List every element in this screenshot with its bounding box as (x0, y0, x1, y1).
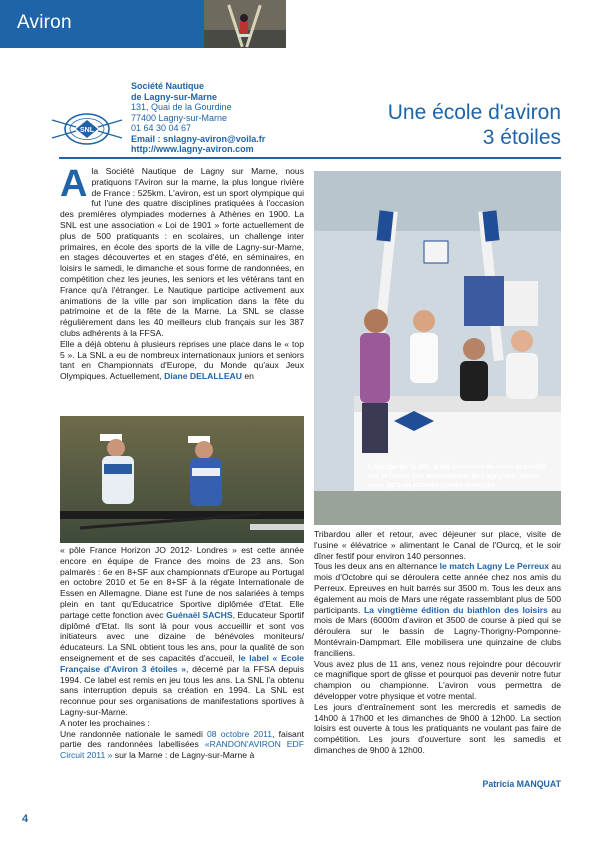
contact-block (131, 81, 265, 155)
coach-name: Guénaël SACHS (166, 609, 233, 620)
paragraph-match: Tous les deux ans en alternance le match Lagny Le Perreux au mois d'Octobre qui se déroulera cette année chez nos amis du Perreux. Epreuves en huit barrés sur 3500 m. Tous les deux ans également au mois de Mars une régate rassemblant plus de 500 participants. La vingtième édition du biathlon des loisirs au mois de Mars (6000m d'aviron et 3500 de course à pied qui se déroulera sur le bassin de Lagny-Thorigny-Pomponne-Montévrain-Dampmart. Elle mobilisera une quinzaine de clubs franciliens. (314, 561, 561, 658)
paragraph-intro: la Société Nautique de Lagny sur Marne, nous pratiquons l'Aviron sur la marne, la plus longue rivière de France : 525km. L'aviron, est un sport olympique qui fut l'une des quatre disciplines pratiquées à l'occasion des premières olympiades modernes à Athènes en 1900. La SNL est une association « Loi de 1901 » forte actuellement de plus de 500 pratiquants : en scolaires, un challenge inter primaires, en école des sports de la ville de Lagny-sur-Marne, en stages découvertes et en stages d'été, en séminaires, en loisirs le samedi, le dimanche et sous forme de randonnées, en compétition chez les jeunes, les seniors et les vétérans tant en France qu'à l'étranger. Le Nautique participe activement aux animations de la ville par son implication dans la fête du patrimoine et de la fête de la Marne. La SNL se classe régulièrement dans les 40 meilleurs club français sur les 387 clubs adhérents à la FFSA. (60, 166, 304, 338)
org-name-line1: Société Nautique (131, 81, 205, 91)
paragraph-tribardou: Tribardou aller et retour, avec déjeuner sur place, visite de l'usine « élévatrice » alimentant le Canal de l'Ourcq, et le soir dîner festif pour environ 140 personnes. (314, 529, 561, 561)
address-line2: 77400 Lagny-sur-Marne (131, 112, 228, 123)
event-date: 08 octobre 2011 (207, 728, 273, 739)
article-column-left-bottom (60, 545, 304, 761)
paragraph-top5: Elle a déjà obtenu à plusieurs reprises une place dans le « top 5 ». La SNL a eu de nombreux internationaux juniors et seniors tant en Championnats d'Europe, du Monde qu'aux Jeux Olympiques. Actuellement, Diane DELALLEAU en (60, 338, 304, 382)
header-rowing-photo (204, 0, 286, 48)
photo-caption: L'équipe de la SNL a été heureuse de vous accueillir sur le forum des associations de Lagny-sur-Marne ainsi qu'a sa journée portes ouvertes (368, 462, 547, 489)
label-3-etoiles: le label « Ecole Française d'Aviron 3 étoiles » (60, 652, 304, 674)
org-name-line2: de Lagny-sur-Marne (131, 91, 218, 102)
page-number: 4 (22, 813, 29, 825)
paragraph-invitation: Vous avez plus de 11 ans, venez nous rejoindre pour découvrir ce magnifique sport de glisse et pourquoi pas devenir notre futur champion ou championne. L'aviron vous permettra de développer votre physique et votre mental. (314, 658, 561, 701)
article-column-left-top (60, 163, 304, 382)
article-headline (388, 100, 561, 150)
headline-line1: Une école d'aviron (387, 101, 561, 124)
address-line1: 131, Quai de la Gourdine (131, 102, 232, 112)
drop-cap: A (60, 163, 88, 205)
snl-logo (50, 100, 124, 158)
article-column-right (314, 529, 561, 756)
phone-number: 01 64 30 04 67 (131, 123, 192, 133)
headline-line2: 3 étoiles (482, 126, 561, 149)
event-biathlon: La vingtième édition du biathlon des loisirs (363, 604, 548, 615)
paragraph-schedule: Les jours d'entraînement sont les mercredis et samedis de 14h00 à 17h00 et les dimanches de 9h00 à 12h00. La section loisirs est ouverte à tous les pratiquants ne voulant pas faire de compétition. Les jours d'ouverture sont les samedis et dimanches de 9h00 à 12h00. (314, 701, 561, 755)
section-title: Aviron (17, 12, 72, 33)
paragraph-pole-france: « pôle France Horizon JO 2012- Londres » est cette année encore en équipe de France des moins de 23 ans. Son palmarès : 6e en 8+SF aux championnats d'Europe au Portugal en octobre 2010 et 5e en 8+SF à la régate Internationale de Essen en Allemagne. Diane est l'une de nos salariées à temps plein en tant qu'Educatrice Sportive diplômée d'Etat. Elle partage cette fonction avec Guénaël SACHS, Educateur Sportif diplômé d'Etat. Ils sont là pour vous accueillir et sont vos initiateurs avec une dizaine de bénévoles moniteurs/éducateurs. La SNL obtient tous les ans, pour la qualité de son enseignement et de ses capacités d'accueil, le label « Ecole Française d'Aviron 3 étoiles », décerné par la FFSA depuis 1994. Ce label est remis en jeu tous les ans. La SNL l'a obtenu sans interruption depuis sa création en 1994. La SNL est reconnue pour ses organisations de manifestations sportives à Lagny-sur-Marne. (60, 545, 304, 717)
headline-divider (59, 157, 561, 159)
event-circuit: «RANDON'AVIRON EDF Circuit 2011 » (60, 739, 304, 761)
paragraph-randonnee: Une randonnée nationale le samedi 08 octobre 2011, faisant partie des randonnées labellisées «RANDON'AVIRON EDF Circuit 2011 » sur la Marne : de Lagny-sur-Marne à (60, 728, 304, 761)
website-link[interactable]: http://www.lagny-aviron.com (131, 144, 254, 154)
email-link[interactable]: Email : snlagny-aviron@voila.fr (131, 133, 266, 144)
author-signature: Patricia MANQUAT (482, 779, 561, 789)
rowers-photo (60, 416, 304, 543)
paragraph-upcoming: A noter les prochaines : (60, 717, 150, 728)
athlete-name: Diane DELALLEAU (164, 371, 242, 382)
svg-text:SNL: SNL (80, 127, 94, 134)
event-match: le match Lagny Le Perreux (439, 561, 550, 572)
